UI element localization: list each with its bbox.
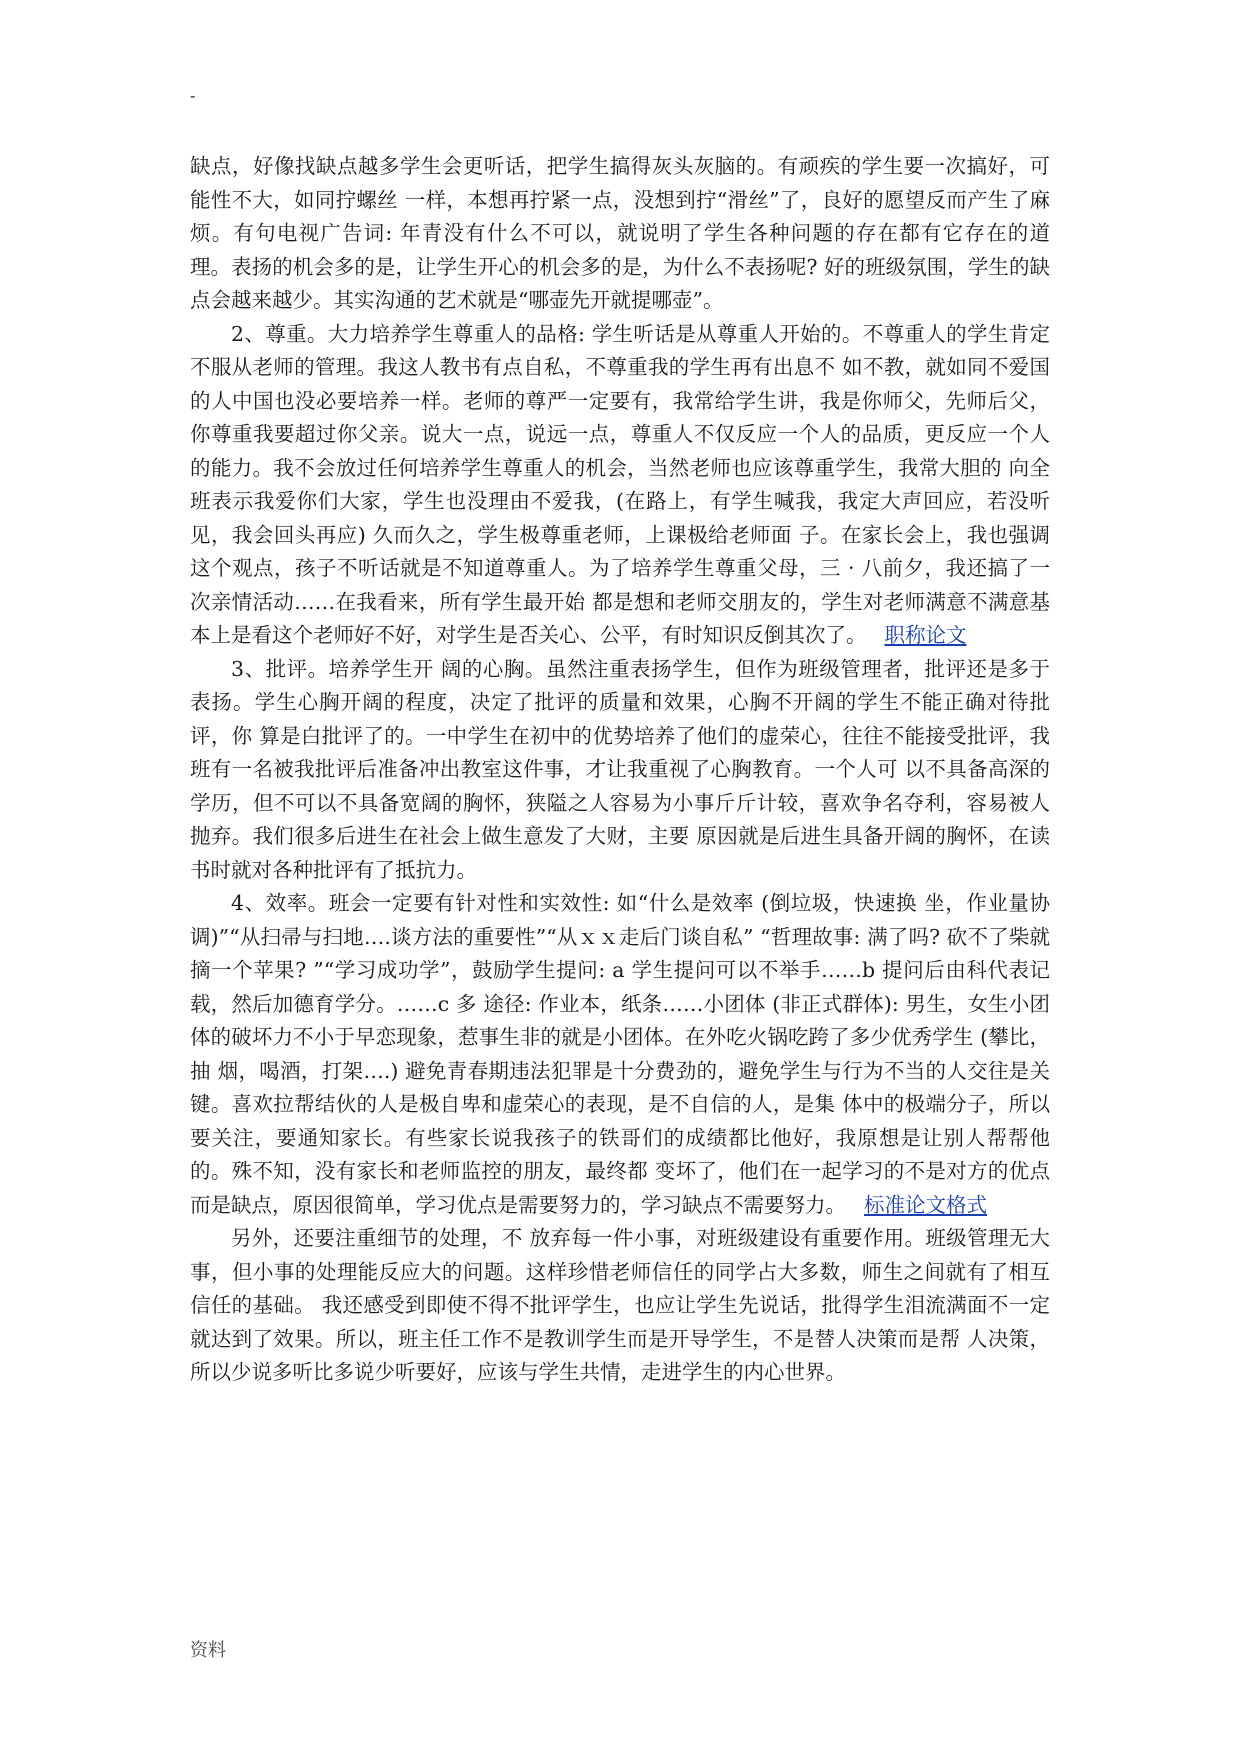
- paragraph-4-text: 4、效率。班会一定要有针对性和实效性: 如“什么是效率 (倒垃圾，快速换 坐，作业量协调)”“从扫帚与扫地….谈方法的重要性”“从ｘｘ走后门谈自私” “哲理故事: 满了吗? 砍不了柴就摘一个苹果? ”“学习成功学”，鼓励学生提问: a 学生提问可以不举手……b 提问后由科代表记载，然后加德育学分。……c 多 途径: 作业本，纸条……小团体 (非正式群体): 男生，女生小团体的破坏力不小于早恋现象，惹事生非的就是小团体。在外吃火锅吃跨了多少优秀学生 (攀比，抽 烟，喝酒，打架….) 避免青春期违法犯罪是十分费劲的，避免学生与行为不当的人交往是关键。喜欢拉帮结伙的人是极自卑和虚荣心的表现，是不自信的人，是集 体中的极端分子，所以要关注，要通知家长。有些家长说我孩子的铁哥们的成绩都比他好，我原想是让别人帮帮他的。殊不知，没有家长和老师监控的朋友，最终都 变坏了，他们在一起学习的不是对方的优点而是缺点，原因很简单，学习优点是需要努力的，学习缺点不需要努力。: [190, 891, 1050, 1217]
- paragraph-4: [190, 887, 1050, 1222]
- footer-label: 资料: [190, 1640, 226, 1661]
- paragraph-3: 3、批评。培养学生开 阔的心胸。虽然注重表扬学生，但作为班级管理者，批评还是多于表扬。学生心胸开阔的程度，决定了批评的质量和效果，心胸不开阔的学生不能正确对待批评，你 算是白批评了的。一中学生在初中的优势培养了他们的虚荣心，往往不能接受批评，我班有一名被我批评后准备冲出教室这件事，才让我重视了心胸教育。一个人可 以不具备高深的学历，但不可以不具备宽阔的胸怀，狭隘之人容易为小事斤斤计较，喜欢争名夺利，容易被人抛弃。我们很多后进生在社会上做生意发了大财，主要 原因就是后进生具备开阔的胸怀，在读书时就对各种批评有了抵抗力。: [190, 656, 1050, 882]
- paragraph-2-text: 2、尊重。大力培养学生尊重人的品格: 学生听话是从尊重人开始的。不尊重人的学生肯定不服从老师的管理。我这人教书有点自私，不尊重我的学生再有出息不 如不教，就如同不爱国的人中国也没必要培养一样。老师的尊严一定要有，我常给学生讲，我是你师父，先师后父，你尊重我要超过你父亲。说大一点，说远一点，尊重人不仅反应一个人的品质，更反应一个人的能力。我不会放过任何培养学生尊重人的机会，当然老师也应该尊重学生，我常大胆的 向全班表示我爱你们大家，学生也没理由不爱我，(在路上，有学生喊我，我定大声回应，若没听见，我会回头再应) 久而久之，学生极尊重老师，上课极给老师面 子。在家长会上，我也强调这个观点，孩子不听话就是不知道尊重人。为了培养学生尊重父母，三 · 八前夕，我还搞了一次亲情活动……在我看来，所有学生最开始 都是想和老师交朋友的，学生对老师满意不满意基本上是看这个老师好不好，对学生是否关心、公平，有时知识反倒其次了。: [190, 321, 1050, 647]
- link-biaozhun-lunwen-geshi[interactable]: 标准论文格式: [864, 1192, 987, 1217]
- paragraph-1: 缺点，好像找缺点越多学生会更听话，把学生搞得灰头灰脑的。有顽疾的学生要一次搞好，可能性不大，如同拧螺丝 一样，本想再拧紧一点，没想到拧“滑丝”了，良好的愿望反而产生了麻烦。有句电视广告词: 年青没有什么不可以，就说明了学生各种问题的存在都有它存在的道 理。表扬的机会多的是，让学生开心的机会多的是，为什么不表扬呢? 好的班级氛围，学生的缺点会越来越少。其实沟通的艺术就是“哪壶先开就提哪壶”。: [190, 154, 1050, 312]
- paragraph-5: 另外，还要注重细节的处理，不 放弃每一件小事，对班级建设有重要作用。班级管理无大事，但小事的处理能反应大的问题。这样珍惜老师信任的同学占大多数，师生之间就有了相互信任的基础。 我还感受到即使不得不批评学生，也应让学生先说话，批得学生泪流满面不一定就达到了效果。所以，班主任工作不是教训学生而是开导学生，不是替人决策而是帮 人决策，所以少说多听比多说少听要好，应该与学生共情，走进学生的内心世界。: [190, 1226, 1050, 1384]
- page-mark: -: [190, 86, 196, 105]
- link-zhicheng-lunwen[interactable]: 职称论文: [884, 623, 967, 647]
- paragraph-2: [190, 318, 1050, 653]
- document-body: [190, 150, 1050, 1390]
